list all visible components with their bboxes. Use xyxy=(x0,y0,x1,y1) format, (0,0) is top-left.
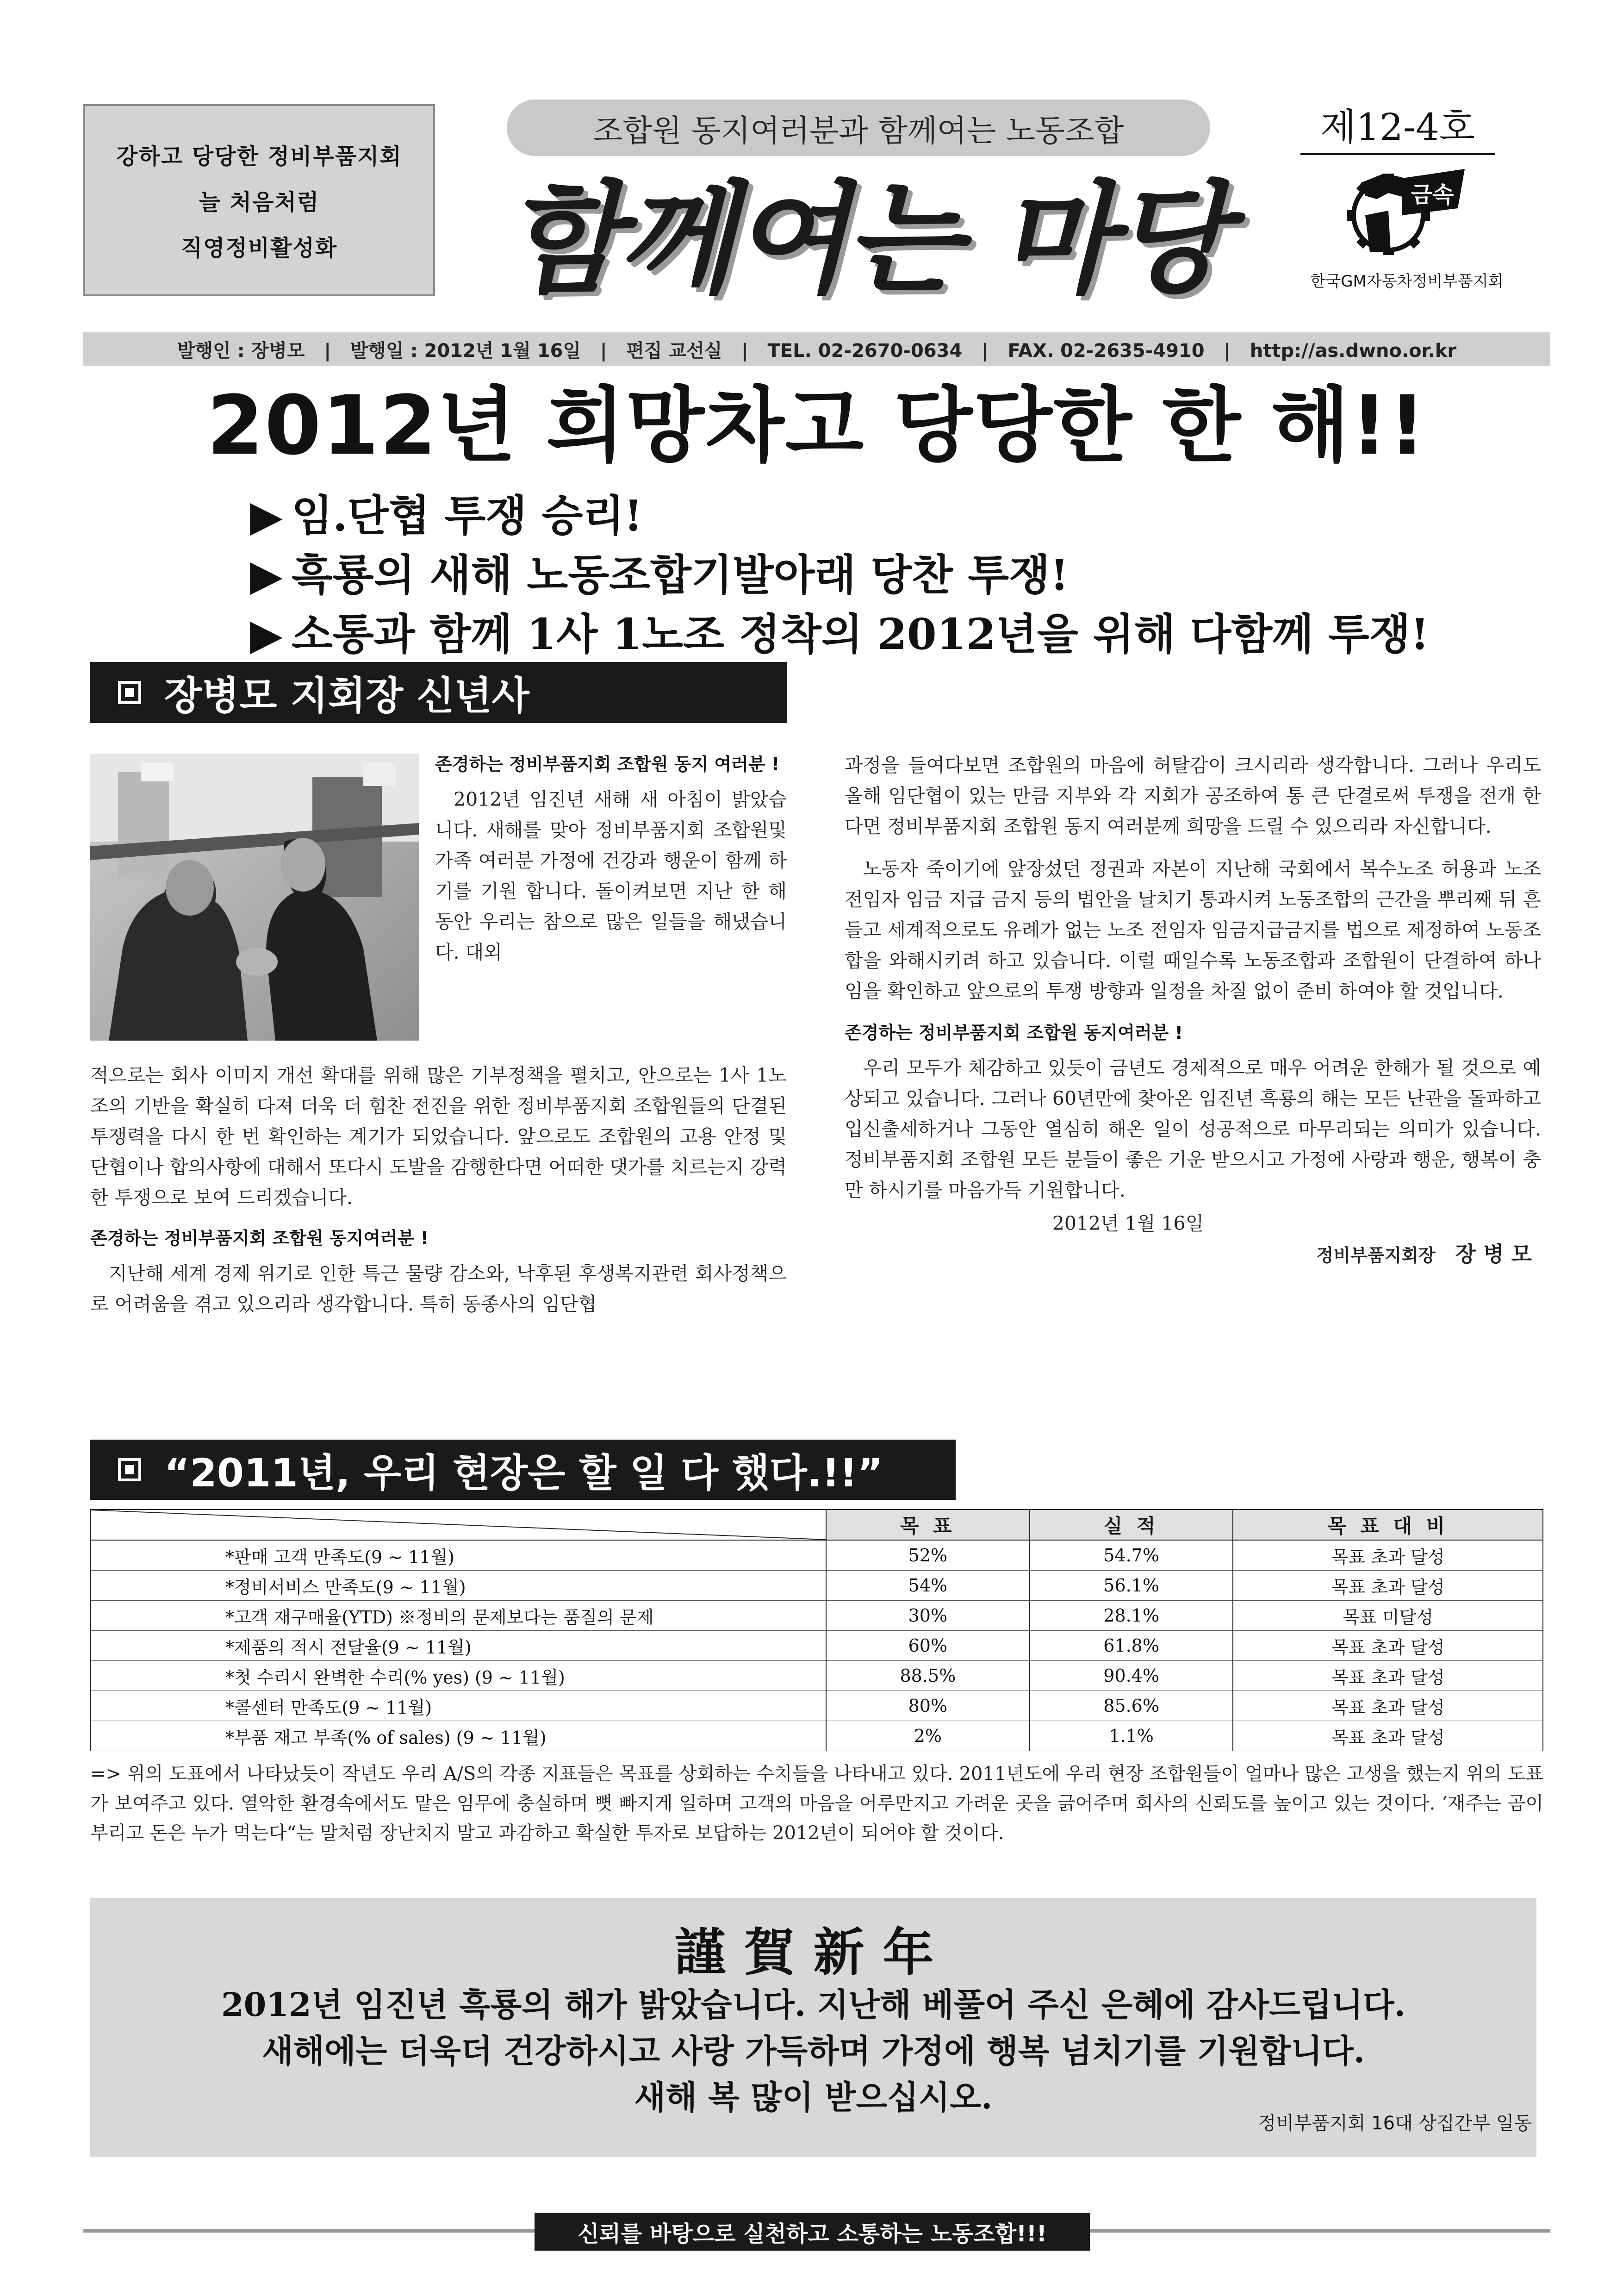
tagline: 조합원 동지여러분과 함께여는 노동조합 xyxy=(507,100,1210,156)
square-bullet-icon xyxy=(118,1458,141,1481)
new-year-title: 謹賀新年 xyxy=(674,1922,952,1982)
section-title: “2011년, 우리 현장은 할 일 다 했다.!!” xyxy=(164,1450,883,1496)
slogan-box xyxy=(83,104,435,296)
new-year-line-2: 새해에는 더욱더 건강하시고 사랑 가득하며 가정에 행복 넘치기를 기원합니다. xyxy=(261,2032,1365,2070)
main-headline: 2012년 희망차고 당당한 한 해!! xyxy=(207,378,1427,473)
table-row: *제품의 적시 전달율(9 ~ 11월) 60% 61.8% 목표 초과 달성 xyxy=(91,1631,1543,1661)
triangle-bullet-icon: ▶ xyxy=(250,550,283,600)
headline-bullets xyxy=(250,486,1499,664)
new-year-line-3: 새해 복 많이 받으십시오. xyxy=(634,2078,993,2116)
column-header-target: 목 표 xyxy=(826,1510,1030,1540)
greeting-3: 존경하는 정비부품지회 조합원 동지여러분 ! xyxy=(845,1023,1183,1043)
slogan-line-1: 강하고 당당한 정비부품지회 xyxy=(116,144,402,169)
table-row: *정비서비스 만족도(9 ~ 11월) 54% 56.1% 목표 초과 달성 xyxy=(91,1571,1543,1601)
greeting-1: 존경하는 정비부품지회 조합원 동지 여러분 ! xyxy=(435,754,780,774)
article-date: 2012년 1월 16일 xyxy=(1052,1212,1204,1235)
table-row: *부품 재고 부족(% of sales) (9 ~ 11월) 2% 1.1% 목표 초과 달성 xyxy=(91,1721,1543,1751)
footer-slogan: 신뢰를 바탕으로 실천하고 소통하는 노동조합!!! xyxy=(535,2213,1090,2251)
section-header-new-year-address xyxy=(90,662,787,723)
square-bullet-icon xyxy=(118,681,141,704)
bullet-item: ▶ 소통과 함께 1사 1노조 정착의 2012년을 위해 다함께 투쟁! xyxy=(250,605,1499,664)
table-row: *고객 재구매율(YTD) ※정비의 문제보다는 품질의 문제 30% 28.1% 목표 미달성 xyxy=(91,1601,1543,1631)
triangle-bullet-icon: ▶ xyxy=(250,609,283,659)
results-note: => 위의 도표에서 나타났듯이 작년도 우리 A/S의 각종 지표들은 목표를 상회하는 수치들을 나타내고 있다. 2011년도에 우리 현장 조합원들이 얼마나 많은 고생을 했는지 위의 도표가 보여주고 있다. 열악한 환경속에서도 맡은 임무에 충실하며 뼛 빠지게 일하며 고객의 마음을 어루만지고 가려운 곳을 긁어주며 회사의 신뢰도를 높이고 있는 것이다. ‘재주는 곰이 부리고 돈은 누가 먹는다“는 말처럼 장난치지 말고 과감하고 확실한 투자로 보답하는 2012년이 되어야 할 것이다. xyxy=(90,1763,1543,1844)
article-column-1-bottom xyxy=(90,1060,787,1319)
bullet-item: ▶ 임.단협 투쟁 승리! xyxy=(250,486,1499,545)
triangle-bullet-icon: ▶ xyxy=(250,491,283,541)
paragraph-1-part-2: 적으로는 회사 이미지 개선 확대를 위해 많은 기부정책을 펼치고, 안으로는 1사 1노조의 기반을 확실히 다져 더욱 더 힘찬 전진을 위한 정비부품지회 조합원들의 단결된 투쟁력을 다시 한 번 확인하는 계기가 되었습니다. 앞으로도 조합원의 고용 안정 및 단협이나 합의사항에 대해서 또다시 도발을 감행한다면 어떠한 댓가를 치르는지 강력한 투쟁으로 보여 드리겠습니다. xyxy=(90,1064,787,1209)
paragraph-2-part-1: 지난해 세계 경제 위기로 인한 특근 물량 감소와, 낙후된 후생복지관련 회사정책으로 어려움을 겪고 있으리라 생각합니다. 특히 동종사의 임단협 xyxy=(90,1262,787,1315)
table-row: *콜센터 만족도(9 ~ 11월) 80% 85.6% 목표 초과 달성 xyxy=(91,1691,1543,1721)
table-row: *첫 수리시 완벽한 수리(% yes) (9 ~ 11월) 88.5% 90.4% 목표 초과 달성 xyxy=(91,1661,1543,1691)
greeting-2: 존경하는 정비부품지회 조합원 동지여러분 ! xyxy=(90,1228,429,1248)
section-title: 장병모 지회장 신년사 xyxy=(164,673,529,718)
union-name: 한국GM자동차정비부품지회 xyxy=(1310,272,1504,291)
union-fist-logo-icon xyxy=(1333,164,1472,257)
paragraph-2-part-2: 과정을 들여다보면 조합원의 마음에 허탈감이 크시리라 생각합니다. 그러나 우리도 올해 임단협이 있는 만큼 지부와 각 지회가 공조하여 통 큰 단결로써 투쟁을 전개 한다면 정비부품지회 조합원 동지 여러분께 희망을 드릴 수 있으리라 자신합니다. xyxy=(845,754,1541,837)
article-photo xyxy=(90,754,419,1041)
results-table xyxy=(90,1509,1543,1751)
table-header-row xyxy=(91,1510,1543,1540)
signature-name: 장 병 모 xyxy=(1455,1242,1532,1267)
paragraph-3: 노동자 죽이기에 앞장섰던 정권과 자본이 지난해 국회에서 복수노조 허용과 노조 전임자 임금 지급 금지 등의 법안을 날치기 통과시켜 노동조합의 근간을 뿌리째 뒤 흔들고 세계적으로도 유례가 없는 노조 전임자 임금지급금지를 법으로 제정하여 노동조합을 와해시키려 하고 있습니다. 이럴 때일수록 노동조합과 조합원이 단결하여 하나임을 확인하고 앞으로의 투쟁 방향과 일정을 차질 없이 준비 하여야 할 것입니다. xyxy=(845,858,1541,1002)
article-column-2 xyxy=(845,750,1541,1271)
publication-info-bar: 발행인 : 장병모 | 발행일 : 2012년 1월 16일 | 편집 교선실 | TEL. 02-2670-0634 | FAX. 02-2635-4910 | http://as.dwno.or.kr xyxy=(83,332,1550,366)
paragraph-4: 우리 모두가 체감하고 있듯이 금년도 경제적으로 매우 어려운 한해가 될 것으로 예상되고 있습니다. 그러나 60년만에 찾아온 임진년 흑룡의 해는 모든 난관을 돌파하고 입신출세하거나 그동안 열심히 해온 일이 성공적으로 마무리되는 의미가 있습니다. 정비부품지회 조합원 모든 분들이 좋은 기운 받으시고 가정에 사랑과 행운, 행복이 충만 하시기를 마음가득 기원합니다. xyxy=(845,1057,1541,1201)
paragraph-1-part-1: 2012년 임진년 새해 새 아침이 밝았습니다. 새해를 맞아 정비부품지회 조합원및 가족 여러분 가정에 건강과 행운이 함께 하기를 기원 합니다. 돌이켜보면 지난 한 해 동안 우리는 참으로 많은 일들을 해냈습니다. 대외 xyxy=(435,788,787,963)
article-column-1-top xyxy=(435,750,787,967)
article-signature xyxy=(845,1239,1541,1271)
logo-text: 금속 xyxy=(1411,182,1454,208)
column-header-vs-target: 목 표 대 비 xyxy=(1233,1510,1543,1540)
table-row: *판매 고객 만족도(9 ~ 11월) 52% 54.7% 목표 초과 달성 xyxy=(91,1540,1543,1571)
table-corner-cell xyxy=(91,1510,826,1540)
slogan-line-3: 직영정비활성화 xyxy=(180,235,338,261)
slogan-line-2: 늘 처음처럼 xyxy=(199,189,320,215)
diagonal-line-icon xyxy=(91,1510,826,1540)
column-header-actual: 실 적 xyxy=(1030,1510,1233,1540)
section-header-results xyxy=(90,1440,956,1500)
new-year-line-1: 2012년 임진년 흑룡의 해가 밝았습니다. 지난해 베풀어 주신 은혜에 감사드립니다. xyxy=(221,1985,1406,2024)
signature-role: 정비부품지회장 xyxy=(1316,1245,1436,1266)
issue-number: 제12-4호 xyxy=(1300,102,1495,155)
bullet-item: ▶ 흑룡의 새해 노동조합기발아래 당찬 투쟁! xyxy=(250,545,1499,605)
new-year-signature: 정비부품지회 16대 상집간부 일동 xyxy=(1258,2113,1532,2134)
masthead-title: 함께여는 마당 xyxy=(505,169,1225,310)
